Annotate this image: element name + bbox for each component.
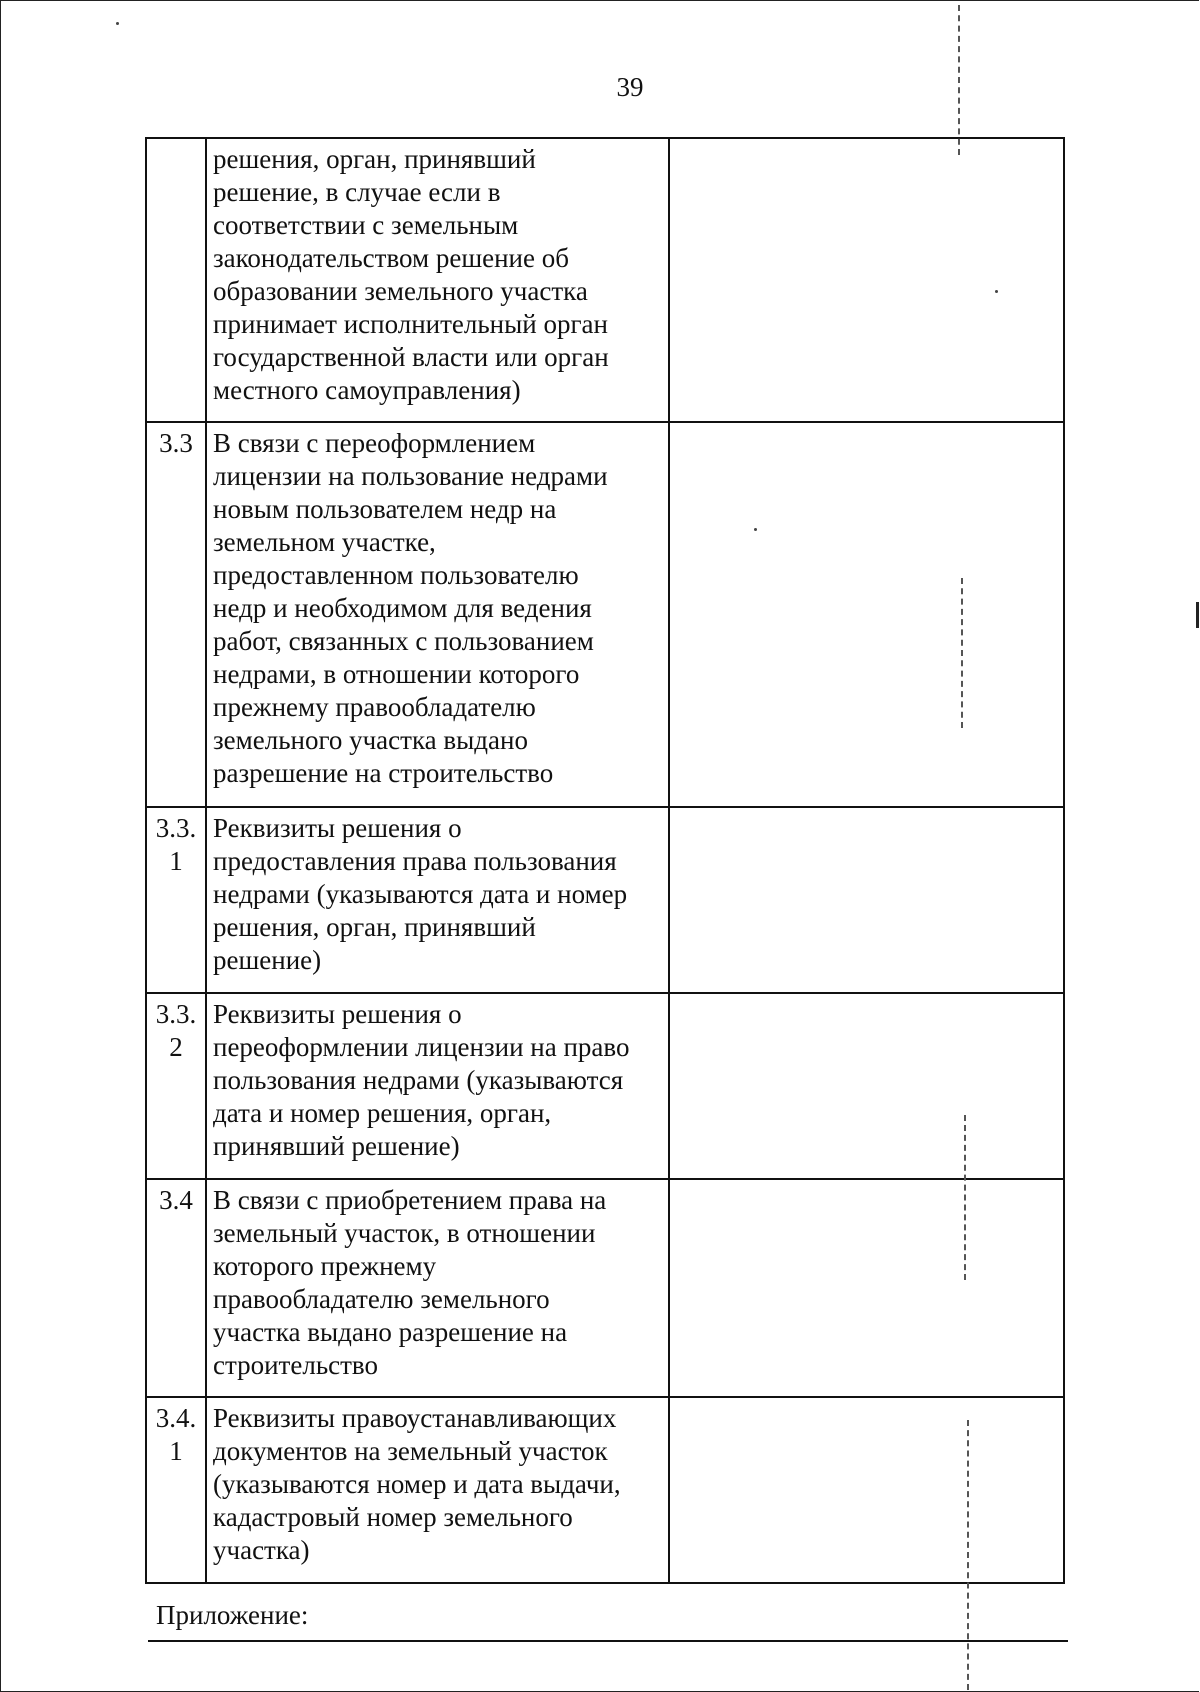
table-row bbox=[146, 993, 1064, 1179]
row-number: 3.3 bbox=[159, 428, 193, 458]
row-description-cell bbox=[206, 993, 669, 1179]
table-row bbox=[146, 138, 1064, 422]
row-number: 3.4. 1 bbox=[155, 1403, 197, 1466]
row-number: 3.3. 2 bbox=[155, 999, 197, 1062]
row-number-cell bbox=[146, 1179, 206, 1397]
scan-artifact bbox=[961, 578, 963, 728]
scan-artifact bbox=[958, 5, 960, 155]
table-row bbox=[146, 1397, 1064, 1583]
row-value-cell[interactable] bbox=[669, 422, 1064, 807]
scan-artifact bbox=[116, 22, 119, 25]
row-description: В связи с переоформлением лицензии на пользование недрами новым пользователем недр на земельном участке, предоставленном пользователю недр и необходимом для ведения работ, связанных с пользованием недрами, в отношении которого прежнему правообладателю земельного участка выдано разрешение на строительство bbox=[213, 428, 608, 788]
row-description-cell bbox=[206, 1179, 669, 1397]
row-description: Реквизиты правоустанавливающих документов на земельный участок (указываются номер и дата выдачи, кадастровый номер земельного участка) bbox=[213, 1403, 621, 1565]
scan-artifact bbox=[964, 1115, 966, 1280]
scan-artifact bbox=[1196, 602, 1199, 628]
form-table bbox=[145, 137, 1065, 1584]
appendix-line bbox=[148, 1640, 1068, 1642]
row-value-cell[interactable] bbox=[669, 993, 1064, 1179]
row-number-cell bbox=[146, 1397, 206, 1583]
row-value-cell[interactable] bbox=[669, 1397, 1064, 1583]
page-number: 39 bbox=[616, 72, 644, 102]
table-row bbox=[146, 807, 1064, 993]
row-value-cell[interactable] bbox=[669, 1179, 1064, 1397]
row-description-cell bbox=[206, 138, 669, 422]
row-description-cell bbox=[206, 422, 669, 807]
row-description-cell bbox=[206, 1397, 669, 1583]
row-number: 3.3. 1 bbox=[155, 813, 197, 876]
appendix-label: Приложение: bbox=[156, 1600, 309, 1630]
row-value-cell[interactable] bbox=[669, 138, 1064, 422]
row-description: решения, орган, принявший решение, в случае если в соответствии с земельным законодательством решение об образовании земельного участка принимает исполнительный орган государственной власти или орган местного самоуправления) bbox=[213, 144, 609, 405]
table-row bbox=[146, 422, 1064, 807]
row-number-cell bbox=[146, 422, 206, 807]
row-description-cell bbox=[206, 807, 669, 993]
row-number-cell bbox=[146, 807, 206, 993]
row-value-cell[interactable] bbox=[669, 807, 1064, 993]
row-description: В связи с приобретением права на земельный участок, в отношении которого прежнему правообладателю земельного участка выдано разрешение на строительство bbox=[213, 1185, 607, 1380]
table-row bbox=[146, 1179, 1064, 1397]
scan-artifact bbox=[967, 1420, 969, 1690]
row-description: Реквизиты решения о переоформлении лицензии на право пользования недрами (указываются дата и номер решения, орган, принявший решение) bbox=[213, 999, 630, 1161]
row-number-cell bbox=[146, 138, 206, 422]
row-description: Реквизиты решения о предоставления права пользования недрами (указываются дата и номер решения, орган, принявший решение) bbox=[213, 813, 628, 975]
row-number-cell bbox=[146, 993, 206, 1179]
scan-artifact bbox=[754, 528, 757, 531]
scan-artifact bbox=[995, 290, 998, 293]
row-number: 3.4 bbox=[159, 1185, 193, 1215]
